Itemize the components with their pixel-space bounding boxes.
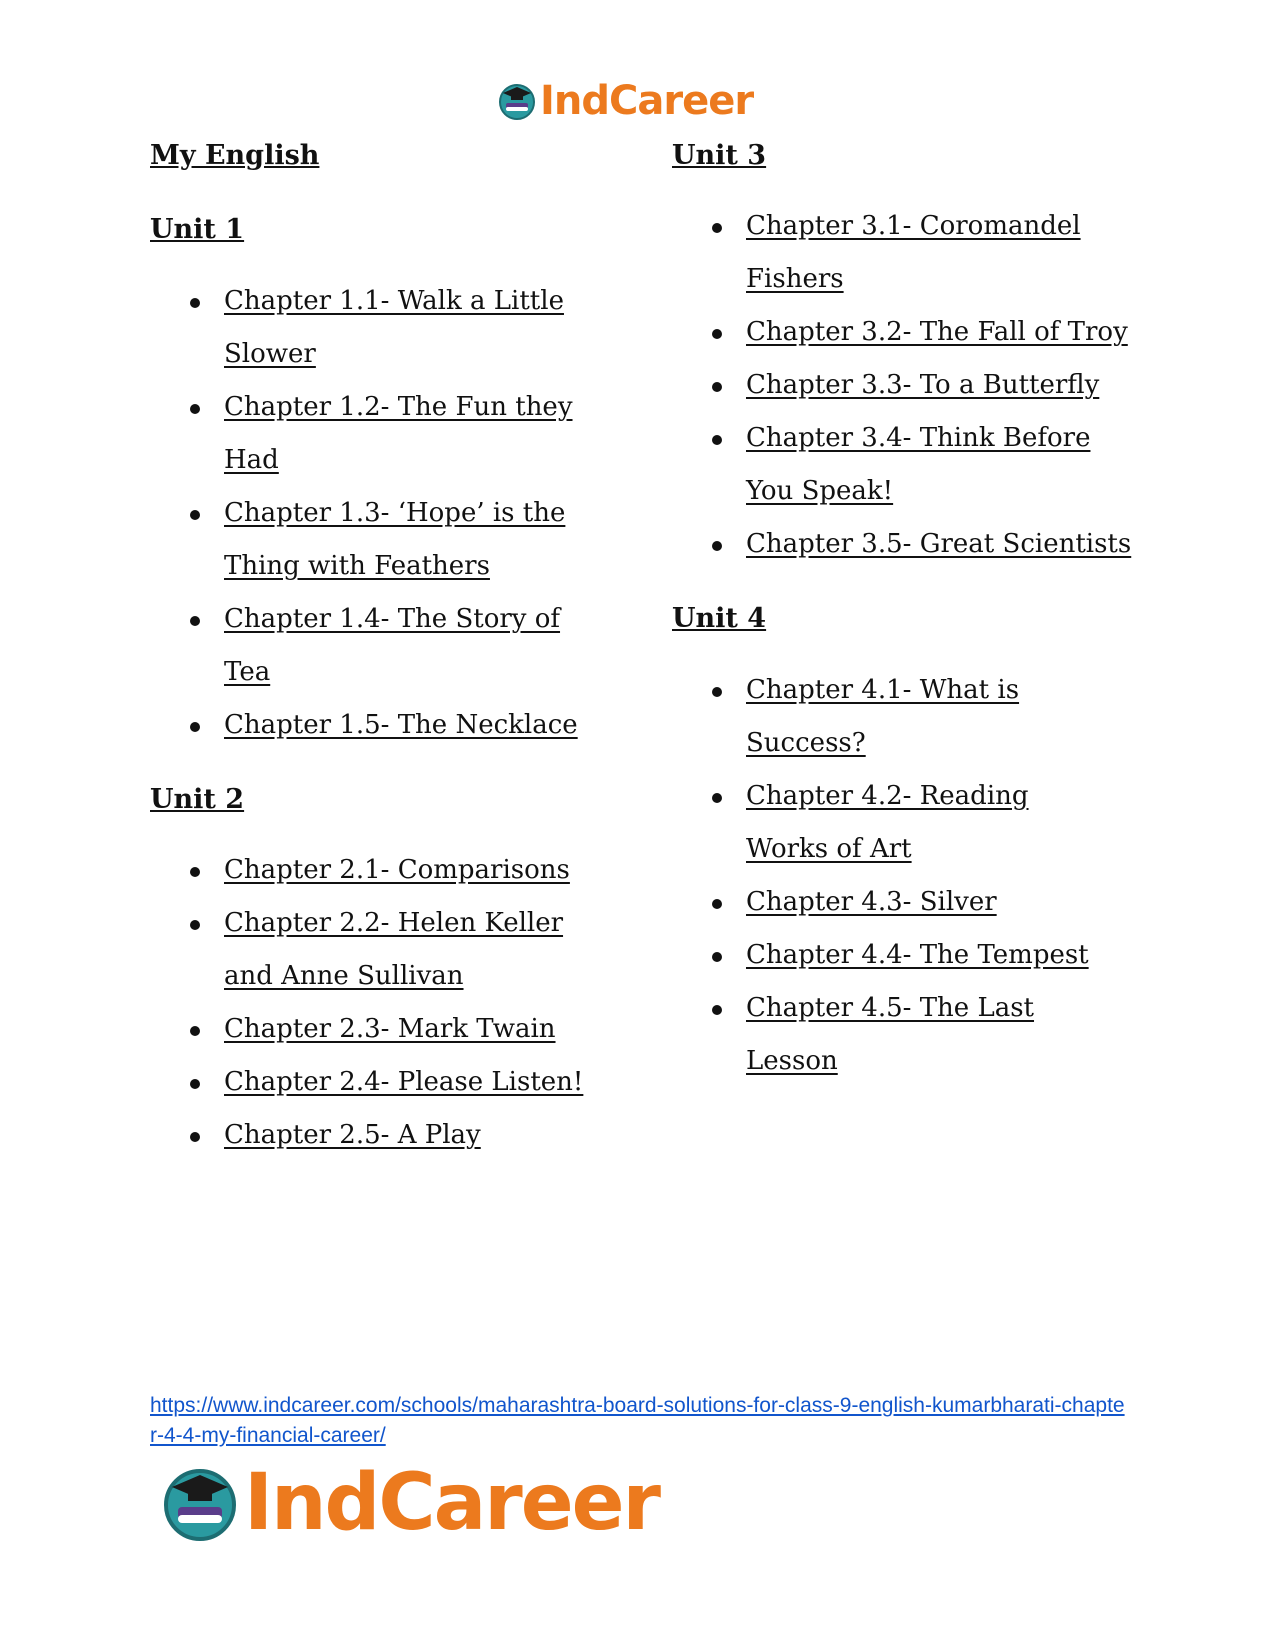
chapter-link[interactable]: Chapter 1.3- ‘Hope’ is the Thing with Feathers — [150, 487, 590, 593]
brand-name: IndCareer — [244, 1458, 659, 1548]
unit-heading: Unit 2 — [150, 783, 245, 815]
chapter-link[interactable]: Chapter 3.3- To a Butterfly — [672, 359, 1132, 412]
graduation-globe-icon — [160, 1463, 240, 1543]
chapter-link[interactable]: Chapter 3.2- The Fall of Troy — [672, 306, 1132, 359]
chapter-link[interactable]: Chapter 4.5- The Last Lesson — [672, 982, 1112, 1088]
source-url-link[interactable]: https://www.indcareer.com/schools/maharashtra-board-solutions-for-class-9-english-kumarbharati-chapter-4-4-my-financial-career/ — [150, 1394, 1125, 1447]
chapter-link[interactable]: Chapter 3.5- Great Scientists — [672, 518, 1132, 571]
chapter-list — [150, 275, 590, 752]
header-logo — [497, 78, 753, 124]
chapter-link[interactable]: Chapter 1.1- Walk a Little Slower — [150, 275, 590, 381]
brand-name: IndCareer — [540, 78, 754, 124]
chapter-link[interactable]: Chapter 4.1- What is Success? — [672, 664, 1112, 770]
chapter-link[interactable]: Chapter 4.2- Reading Works of Art — [672, 770, 1112, 876]
document-title: My English — [150, 140, 320, 171]
chapter-link[interactable]: Chapter 2.4- Please Listen! — [150, 1056, 590, 1109]
unit-heading: Unit 1 — [150, 214, 245, 246]
chapter-link[interactable]: Chapter 3.1- Coromandel Fishers — [672, 200, 1132, 306]
chapter-link[interactable]: Chapter 2.5- A Play — [150, 1109, 590, 1162]
chapter-list — [672, 664, 1112, 1088]
chapter-link[interactable]: Chapter 4.4- The Tempest — [672, 929, 1112, 982]
chapter-list — [150, 844, 590, 1162]
chapter-link[interactable]: Chapter 2.3- Mark Twain — [150, 1003, 590, 1056]
chapter-link[interactable]: Chapter 1.5- The Necklace — [150, 699, 590, 752]
right-column — [672, 140, 1142, 1088]
chapter-link[interactable]: Chapter 3.4- Think Before You Speak! — [672, 412, 1132, 518]
chapter-list — [672, 200, 1132, 571]
chapter-link[interactable]: Chapter 2.2- Helen Keller and Anne Sullivan — [150, 897, 590, 1003]
chapter-link[interactable]: Chapter 1.2- The Fun they Had — [150, 381, 590, 487]
chapter-link[interactable]: Chapter 4.3- Silver — [672, 876, 1112, 929]
graduation-globe-icon — [497, 81, 537, 121]
left-column — [150, 140, 610, 1162]
footer-logo — [160, 1458, 659, 1548]
chapter-link[interactable]: Chapter 2.1- Comparisons — [150, 844, 590, 897]
unit-heading: Unit 3 — [672, 140, 767, 171]
chapter-link[interactable]: Chapter 1.4- The Story of Tea — [150, 593, 590, 699]
unit-heading: Unit 4 — [672, 603, 767, 635]
